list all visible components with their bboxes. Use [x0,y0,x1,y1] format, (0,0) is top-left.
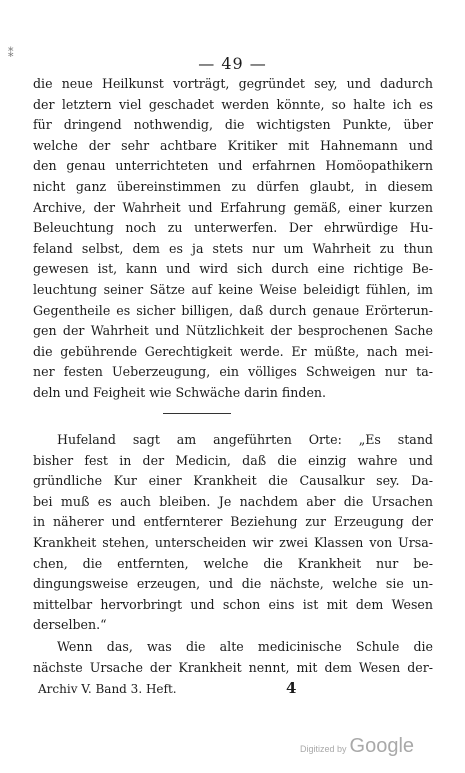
text-line: Wenn das, was die alte medicinische Schule die [57,639,433,654]
text-line: Archive, der Wahrheit und Erfahrung gemäß, einer kurzen [33,199,433,215]
google-logo: Google [349,735,415,757]
text-line: ner festen Ueberzeugung, ein völliges Schweigen nur ta- [33,364,433,380]
margin-mark: ⁑ [8,47,14,60]
text-line: der letztern viel geschadet werden könnte, so halte ich es [33,96,433,112]
text-line: mittelbar hervorbringt und schon eins ist mit dem Wesen [33,596,433,612]
text-line: feland selbst, dem es ja stets nur um Wahrheit zu thun [33,240,433,256]
text-line: gewesen ist, kann und wird sich durch eine richtige Be- [33,261,433,277]
page-header: — 49 — [198,54,267,73]
text-line: bei muß es auch bleiben. Je nachdem aber die Ursachen [33,493,433,509]
text-line: die gebührende Gerechtigkeit werde. Er müßte, nach mei- [33,343,433,359]
text-line: Krankheit stehen, unterscheiden wir zwei Klassen von Ursa- [33,534,433,550]
paragraph-2 [33,430,433,636]
paragraph-3 [33,637,433,678]
text-line: derselben.“ [33,617,107,633]
text-line: in näherer und entfernterer Beziehung zur Erzeugung der [33,514,433,530]
text-line: dingungsweise erzeugen, und die nächste, welche sie un- [33,576,433,592]
digitized-watermark [300,735,414,758]
text-line: gen der Wahrheit und Nützlichkeit der besprochenen Sache [33,323,433,339]
watermark-prefix: Digitized by [300,744,347,754]
signature-mark: Archiv V. Band 3. Heft. [38,682,177,696]
text-line: chen, die entfernten, welche die Krankheit nur be- [33,555,433,571]
text-line: den genau unterrichteten und erfahrnen Homöopathikern [33,158,433,174]
text-line: nächste Ursache der Krankheit nennt, mit dem Wesen der- [33,659,433,675]
text-line: welche der sehr achtbare Kritiker mit Hahnemann und [33,137,433,153]
text-line: deln und Feigheit wie Schwäche darin finden. [33,384,327,400]
text-line: nicht ganz übereinstimmen zu dürfen glaubt, in diesem [33,178,433,194]
paragraph-1 [33,74,433,404]
folio-number: 4 [286,679,297,697]
text-line: die neue Heilkunst vorträgt, gegründet sey, und dadurch [33,76,433,91]
text-line: gründliche Kur einer Krankheit die Causalkur sey. Da- [33,473,433,489]
text-line: für dringend nothwendig, die wichtigsten Punkte, über [33,117,433,133]
text-line: leuchtung seiner Sätze auf keine Weise beleidigt fühlen, im [33,281,433,297]
text-line: Hufeland sagt am angeführten Orte: „Es stand [57,432,433,447]
text-line: Beleuchtung noch zu unterwerfen. Der ehrwürdige Hu- [33,220,433,236]
section-divider [163,413,231,414]
text-line: bisher fest in der Medicin, daß die einzig wahre und [33,452,433,468]
text-line: Gegentheile es sicher billigen, daß durch genaue Erörterun- [33,302,433,318]
